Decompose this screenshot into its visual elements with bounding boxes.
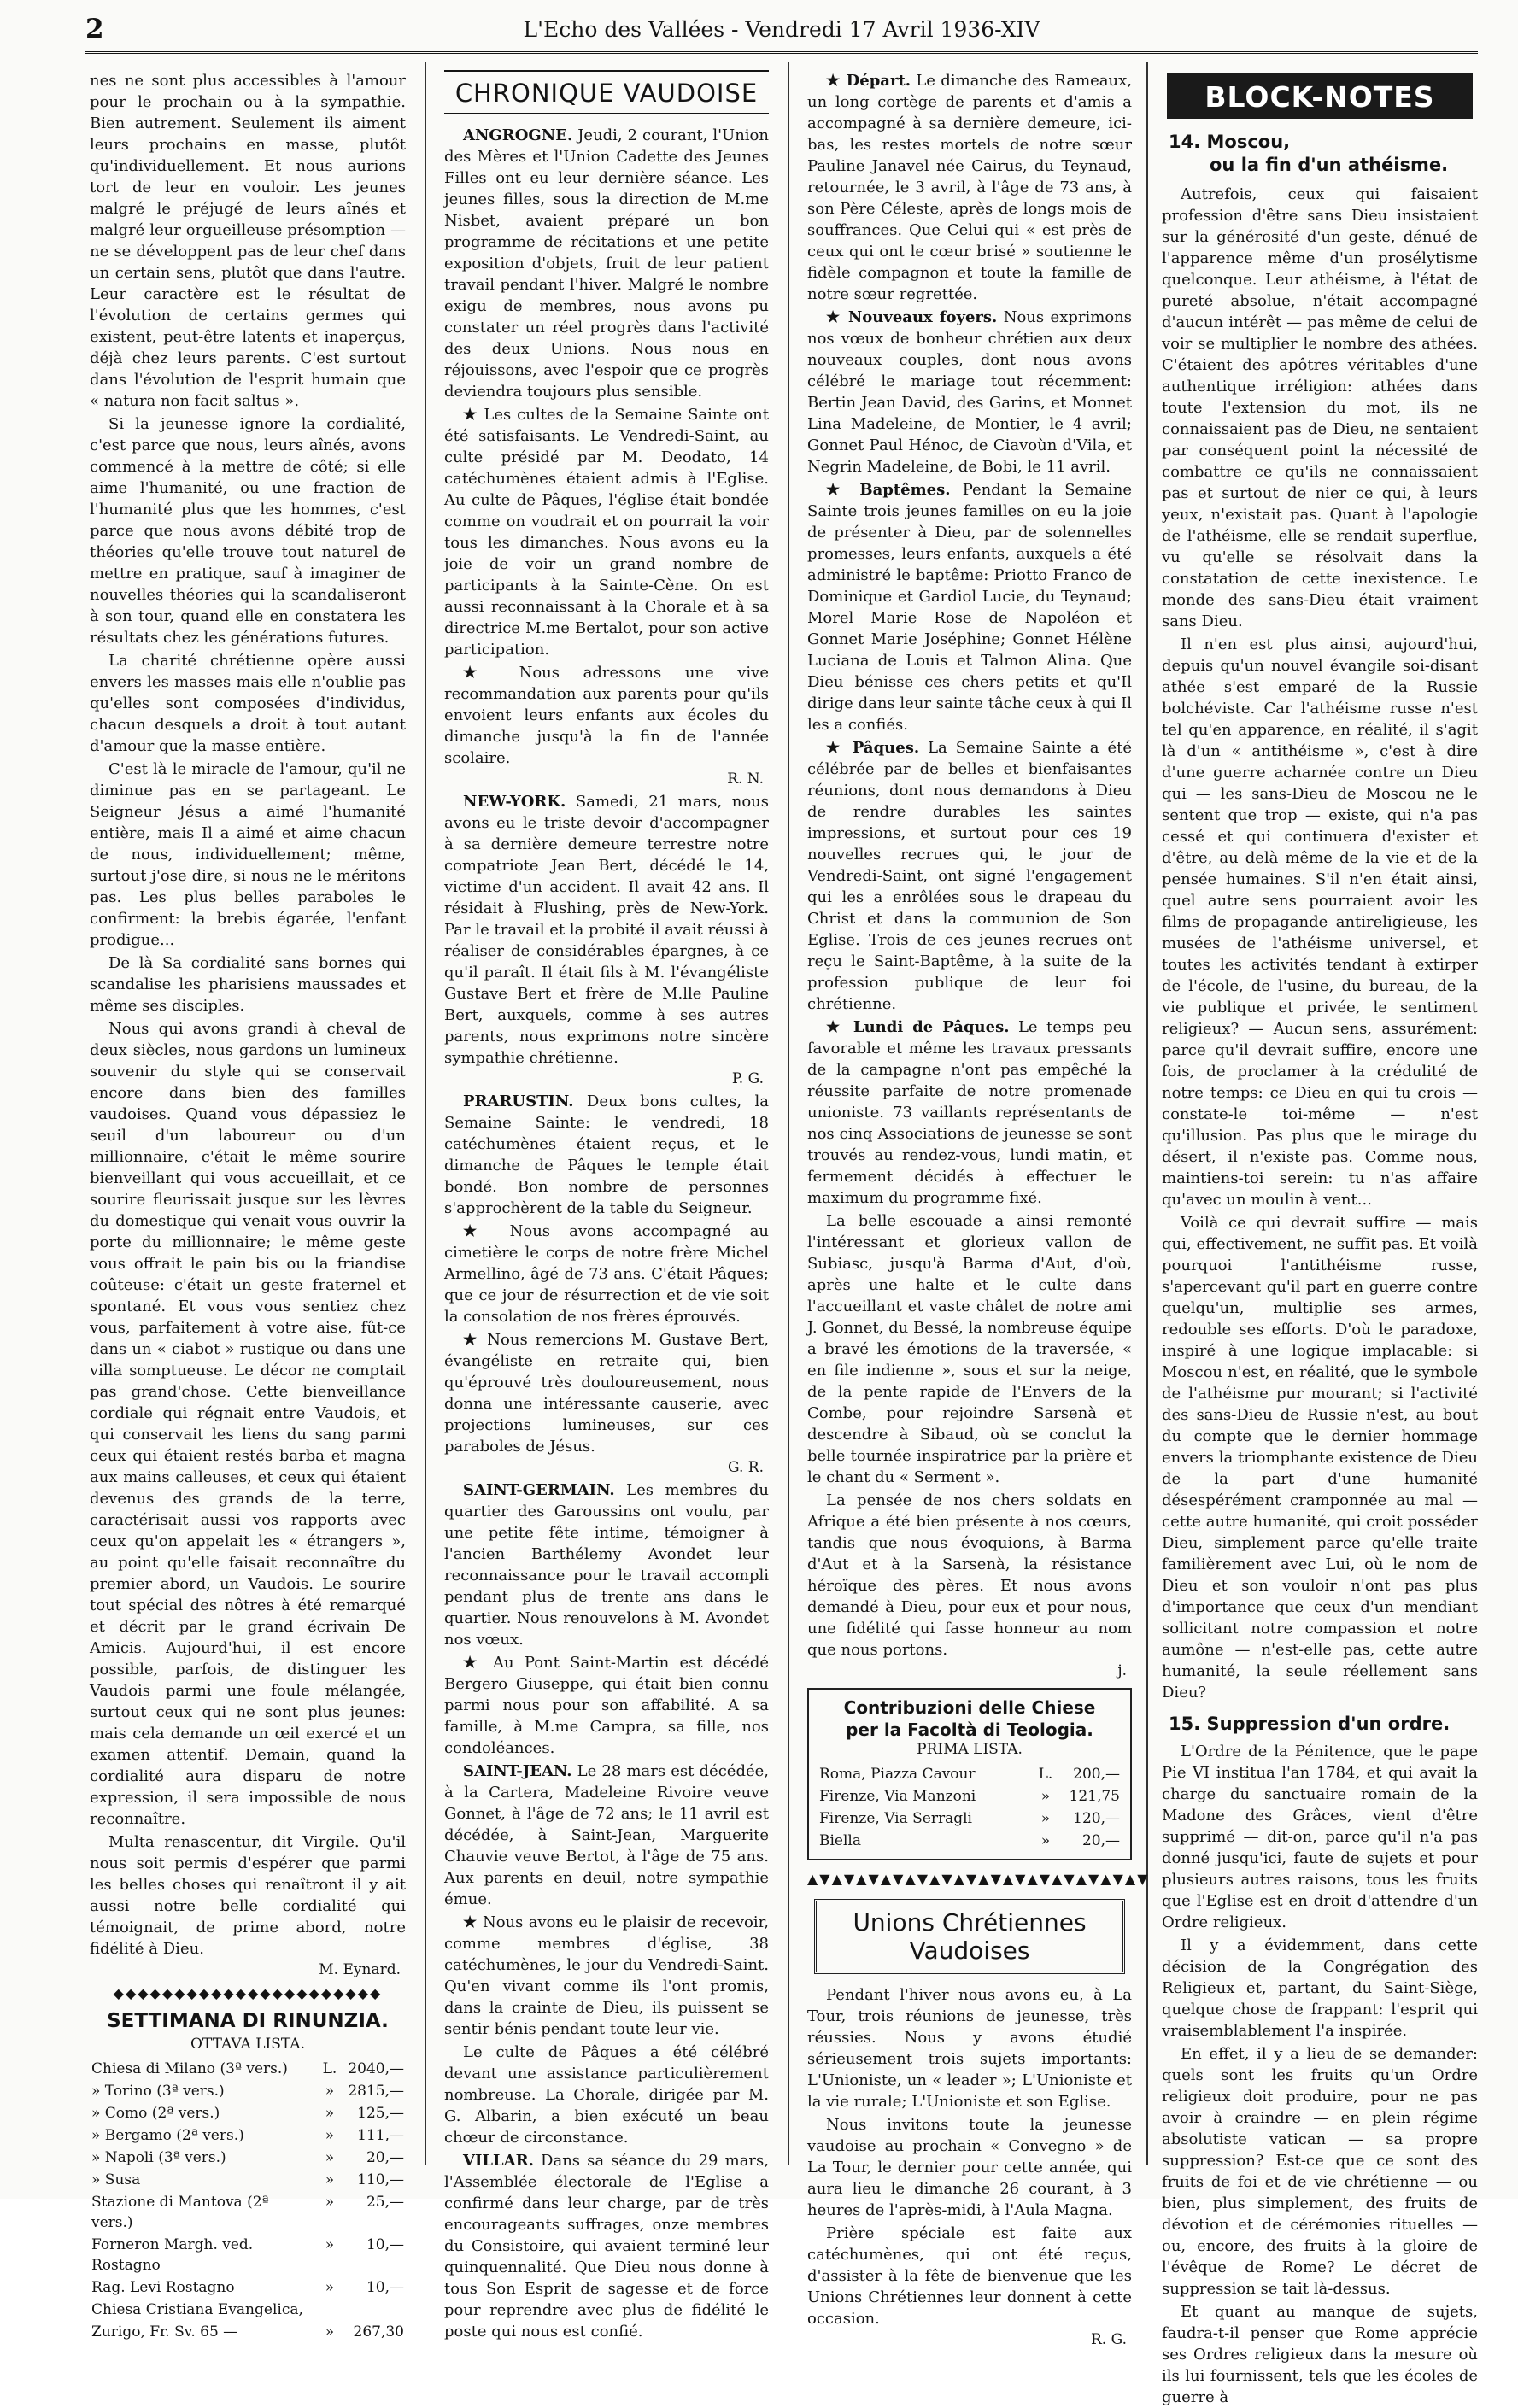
signature: j. [1117, 1662, 1127, 1679]
news-item [444, 1221, 769, 1327]
news-item [444, 1091, 769, 1219]
news-item [444, 1912, 769, 2040]
paragraph: Autrefois, ceux qui faisaient profession d'être sans Dieu insistaient sur la générosité d'un geste, dénué de l'apparence même d'un prosélytisme quelconque. Leur athéisme, à l'état de pureté absolue, n'était accompagné d'aucun intérêt — pas même de celui de voir se multiplier le nombre des athées. C'étaient des apôtres véritables d'une authentique irréligion: athées dans toute l'extension du mot, ils ne connaissaient pas de Dieu, ne sentaient par conséquent point la nécessité de combattre ce qu'ils ne connaissaient pas et surtout de nier ce qui, à leurs yeux, n'existait pas. Quant à l'apologie de l'athéisme, elle se rendait superflue, vu qu'elle se résolvait dans la constatation de cette inexistence. Le monde des sans-Dieu était vraiment sans Dieu. [1162, 185, 1478, 630]
cell-cur: » [325, 2105, 335, 2122]
table-row [818, 1830, 1122, 1852]
paragraph: En effet, il y a lieu de se demander: quels sont les fruits qu'un Ordre religieux doit produire, pour ne pas avoir à craindre — en plein régime absolutiste vatican — sa propre suppression? Est-ce que ce sont des fruits de foi et de vie chrétienne — ou bien, plus simplement, des fruits de dévotion et de cérémonies rituelles — ou, encore, des fruits à la gloire de l'évêque de Rome? Le décret de suppression se tait là-dessus. [1162, 2045, 1478, 2298]
column-2 [444, 70, 770, 2341]
news-item-lead: SAINT-GERMAIN. [463, 1481, 615, 1499]
news-item-text: Jeudi, 2 courant, l'Union des Mères et l'Union Cadette des Jeunes Filles ont eu leur dernière séance. Les jeunes filles, sous la direction de M.me Nisbet, avaient préparé un bon programme de récitations et une petite exposition d'objets, fruit de leur patient travail pendant l'hiver. Malgré le nombre exigu de membres, nous avons pu constater un réel progrès dans l'activité des deux Unions. Nous nous en réjouissons, avec l'espoir que ce progrès deviendra toujours plus sensible. [444, 126, 769, 401]
rinunzia-subtitle: OTTAVA LISTA. [190, 2036, 305, 2053]
contributions-subtitle: PRIMA LISTA. [917, 1741, 1023, 1758]
news-item [444, 125, 769, 402]
cell-amt [344, 2299, 406, 2321]
running-head [85, 12, 1478, 55]
paragraph: De là Sa cordialité sans bornes qui scandalise les pharisiens maussades et même ses disciples. [90, 954, 406, 1015]
paragraph: Multa renascentur, dit Virgile. Qu'il nous soit permis d'espérer que parmi les belles choses qui renaîtront il y ait aussi notre belle cordialité qui témoignait, de prime abord, notre fidélité à Dieu. [90, 1833, 406, 1958]
table-row [90, 2124, 406, 2147]
news-item-lead: ★ [463, 406, 478, 424]
paragraph: C'est là le miracle de l'amour, qu'il ne diminue pas en se partageant. Le Seigneur Jésus a aimé l'humanité entière, mais Il a aimé et aime chacun de nous, individuellement; même, surtout j'ose dire, si nous ne le méritons pas. Les plus belles paraboles le confirment: la brebis égarée, l'enfant prodigue... [90, 760, 406, 949]
cell-amt: 10,— [366, 2279, 404, 2296]
cell-cur: » [1040, 1832, 1051, 1849]
table-row [818, 1807, 1122, 1830]
cell-cur: » [325, 2236, 335, 2253]
table-row [90, 2102, 406, 2124]
cell-name: Biella [819, 1832, 861, 1849]
news-item-text: Nous avons accompagné au cimetière le corps de notre frère Michel Armellino, âgé de 73 ans. C'était Pâques; que ce jour de résurrection et de vie soit la consolation de nos frères éprouvés. [444, 1222, 770, 1326]
news-item-text: Nous adressons une vive recommandation aux parents pour qu'ils envoient leurs enfants aux écoles du dimanche jusqu'à la fin de l'année scolaire. [444, 664, 769, 767]
news-item-text: Deux bons cultes, la Semaine Sainte: le vendredi, 18 catéchumènes étaient reçus, et le dimanche de Pâques le temple était bondé. Bon nombre de personnes s'approchèrent de la table du Seigneur. [444, 1093, 769, 1217]
cell-amt: 120,— [1073, 1810, 1120, 1827]
paragraph: Nous qui avons grandi à cheval de deux siècles, nous gardons un lumineux souvenir du style qui se conservait encore dans bien des familles vaudoises. Quand vous dépassiez le seuil d'un laboureur ou d'un millionnaire, c'était le même sourire bienveillant qui vous accueillait, et ce sourire fleurissait jusque sur les lèvres du domestique qui venait vous ouvrir la porte du millionnaire; le même geste vous offrait le pain bis ou la friandise coûteuse: c'était un geste fraternel et spontané. Et vous vous sentiez chez vous, parfaitement à votre aise, fût-ce dans un « ciabot » rustique ou dans une villa somptueuse. Le décor ne comptait pas grand'chose. Cette bienveillance cordiale qui régnait entre Vaudois, et qui conservait les liens du sang parmi ceux qui étaient restés barba et magna aux mains calleuses, et ceux qui étaient devenus des grands de la terre, caractérisait aussi vos rapports avec ceux qu'on appelait les « étrangers », au point qu'elle faisait reconnaître du premier abord, un Vaudois. Le sourire tout spécial des nôtres à été remarqué et décrit par le grand écrivain De Amicis. Aujourd'hui, il est encore possible, parfois, de distinguer les Vaudois parmi une foule mélangée, surtout ceux qui ne sont plus jeunes: mais cela demande un œil exercé et un examen attentif. Demain, quand la cordialité aura disparu de notre expression, il sera impossible de nous reconnaître. [90, 1020, 406, 1828]
paragraph: Si la jeunesse ignore la cordialité, c'est parce que nous, leurs aînés, avons commencé à la mettre de côté; si elle aime l'humanité, ou une fraction de l'humanité plus que les hommes, c'est parce que nous avons débité trop de théories qu'elle trouve tout naturel de mettre en pratique, sauf à imaginer de nouvelles théories qui la scandaliseront à son tour, quand elle en constatera les résultats chez les générations futures. [90, 415, 406, 647]
cell-cur: » [325, 2194, 335, 2211]
news-item [444, 2150, 769, 2342]
news-item-text: Pendant la Semaine Sainte trois jeunes familles on eu la joie de présenter à Dieu, par de solennelles promesses, leurs enfants, auxquels a été administré le baptême: Priotto Franco de Dominique et Gardiol Lucie, du Teynaud; Morel Marie Rose de Napoléon et Gonnet Marie Joséphine; Gonnet Hélène Luciana de Louis et Talmon Alina. Que Dieu bénisse ces chers petits et qu'Il dirige dans leur sainte tâche ceux à qui Il les a confiés. [807, 481, 1133, 734]
cell-amt: 267,30 [353, 2323, 404, 2341]
news-item-lead: ★ [463, 1913, 478, 1931]
column-divider [425, 62, 426, 2165]
column-1 [90, 70, 406, 2341]
cell-name: Roma, Piazza Cavour [819, 1766, 976, 1783]
column-4 [1162, 70, 1478, 2406]
article-14-title [1169, 131, 1478, 177]
cell-name: Forneron Margh. ved. Rostagno [91, 2236, 254, 2274]
table-row [818, 1763, 1122, 1785]
cell-cur: » [325, 2083, 335, 2100]
block-notes-title: BLOCK-NOTES [1167, 73, 1473, 119]
unions-title: Unions Chrétiennes Vaudoises [814, 1899, 1125, 1974]
paragraph: nes ne sont plus accessibles à l'amour pour le prochain ou à la sympathie. Bien autrement. Seulement ils aiment leurs prochains en masse, plutôt qu'individuellement. Et nous aurions tort de leur en vouloir. Les jeunes malgré le préjugé de leurs aînés et malgré leur orgueilleuse présomption — ne se développent pas de leur chef dans un certain sens, plutôt que dans l'autre. Leur caractère est le résultat de l'évolution de certains germes qui existent, peut-être latents et inaperçus, déjà chez leurs parents. C'est surtout dans l'évolution de l'esprit humain que « natura non facit saltus ». [90, 72, 406, 410]
ornament-divider: ◆◆◆◆◆◆◆◆◆◆◆◆◆◆◆◆◆◆◆◆◆◆ [113, 1985, 383, 2001]
news-item-text: Le culte de Pâques a été célébré devant une assistance particulièrement nombreuse. La Chorale, dirigée par M. G. Albarin, a bien exécuté un beau chœur de circonstance. [444, 2043, 769, 2147]
rinunzia-table [90, 2058, 406, 2343]
ornament-divider: ▲▼▲▼▲▼▲▼▲▼▲▼▲▼▲▼▲▼▲▼▲▼▲▼▲▼▲▼ [807, 1871, 1150, 1887]
news-item [807, 307, 1132, 477]
cell-amt: 10,— [366, 2236, 404, 2253]
cell-name: Rag. Levi Rostagno [91, 2279, 235, 2296]
cell-name: Chiesa di Milano (3ª vers.) [91, 2060, 288, 2077]
news-item-lead: VILLAR. [463, 2152, 534, 2170]
paragraph: Il y a évidemment, dans cette décision de la Congrégation des Religieux et, partant, du Saint-Siège, quelque chose de frappant: l'esprit qui vraisemblablement l'a inspirée. [1162, 1936, 1478, 2040]
cell-amt: 200,— [1073, 1766, 1120, 1783]
news-item-lead: PRARUSTIN. [463, 1093, 574, 1110]
contributions-title-2: per la Facoltà di Teologia. [846, 1720, 1093, 1740]
column-divider [1146, 62, 1148, 2165]
paragraph: L'Ordre de la Pénitence, que le pape Pie VI institua l'an 1784, et qui avait la charge du sanctuaire romain de la Madone des Grâces, vient d'être supprimé — dit-on, parce qu'il n'a pas donné jusqu'ici, faute de sujets et pour plusieurs autres raisons, tous les fruits que l'Eglise est en droit d'attendre d'un Ordre religieux. [1162, 1743, 1478, 1931]
news-item [444, 1652, 769, 1759]
masthead: L'Echo des Vallées - Vendredi 17 Avril 1936-XIV [523, 17, 1040, 42]
news-item-lead: SAINT-JEAN. [463, 1762, 572, 1780]
cell-name: » Susa [91, 2171, 141, 2188]
news-item-text: La belle escouade a ainsi remonté l'intéressant et glorieux vallon de Subiasc, jusqu'à Barma d'Aut, d'où, après une halte et le culte dans l'accueillant et vaste châlet de notre ami J. Gonnet, du Bessé, la nombreuse équipe a bravé les émotions de la traversée, « en file indienne », sous et sur la neige, de la pente rapide de l'Envers de la Combe, pour rejoindre Sarsenà et descendre à Sibaud, où se conclut la belle tournée inspiratrice par la prière et le chant du « Serment ». [807, 1212, 1132, 1486]
paragraph: Nous invitons toute la jeunesse vaudoise au prochain « Convegno » de La Tour, le dernier pour cette année, qui aura lieu le dimanche 26 courant, à 3 heures de l'après-midi, à l'Aula Magna. [807, 2116, 1132, 2219]
news-item-text: Dans sa séance du 29 mars, l'Assemblée électorale de l'Eglise a confirmé dans leur charge, par de très encourageants suffrages, onze membres du Consistoire, qui avaient terminé leur quinquennalité. Que Dieu nous donne à tous Son Esprit de sagesse et de force pour reprendre avec plus de fidélité le poste qui nous est confié. [444, 2152, 769, 2341]
table-row [818, 1785, 1122, 1807]
cell-name: » Torino (3ª vers.) [91, 2083, 225, 2100]
news-item-lead: ANGROGNE. [463, 126, 573, 144]
news-item [444, 662, 769, 769]
table-row [90, 2276, 406, 2299]
news-item-text: Nous exprimons nos vœux de bonheur chrétien aux deux nouveaux couples, dont nous avons célébré le mariage tout récemment: Bertin Jean David, des Garins, et Monnet Lina Madeleine, de Montier, le 4 avril; Gonnet Paul Hénoc, de Ciavoùn d'Vila, et Negrin Madeleine, de Bobi, le 11 avril. [807, 308, 1132, 476]
cell-cur [315, 2299, 344, 2321]
cell-name: Firenze, Via Manzoni [819, 1788, 976, 1805]
signature: R. N. [727, 770, 764, 788]
column-3 [807, 70, 1150, 2348]
news-item-text: Le 28 mars est décédée, à la Cartera, Madeleine Rivoire veuve Gonnet, à l'âge de 72 ans; le 11 avril est décédée, à Saint-Jean, Marguerite Chauvie veuve Bertot, à l'âge de 75 ans. Aux parents en deuil, notre sympathie émue. [444, 1762, 769, 1908]
news-item-text: Les membres du quartier des Garoussins ont voulu, par une petite fête intime, témoigner à l'ancien Barthélemy Avondet leur reconnaissance pour le travail accompli pendant plus de trente ans dans le quartier. Nous renouvelons à M. Avondet nos vœux. [444, 1481, 769, 1649]
cell-cur: » [325, 2149, 335, 2166]
paragraph: Prière spéciale est faite aux catéchumènes, qui ont été reçus, d'assister à la fête de bienvenue que les Unions Chrétiennes leur donnent à cette occasion. [807, 2224, 1132, 2328]
news-item [444, 2042, 769, 2148]
column-divider [788, 62, 789, 2165]
news-item [444, 1761, 769, 1910]
news-item-lead: ★ Départ. [826, 72, 911, 90]
table-row [90, 2321, 406, 2343]
cell-name: » Como (2ª vers.) [91, 2105, 220, 2122]
news-item-text: Le temps peu favorable et même les travaux pressants de la campagne n'ont pas empêché la réussite parfaite de notre promenade unioniste. 73 vaillants représentants de nos cinq Associations de jeunesse se sont trouvés au rendez-vous, lundi matin, et fermement décidés à effectuer le maximum du programme fixé. [807, 1018, 1132, 1207]
cell-cur: » [325, 2171, 335, 2188]
news-item [444, 791, 769, 1069]
table-row [90, 2147, 406, 2169]
news-item-lead: ★ Baptêmes. [826, 481, 951, 499]
news-item [807, 1210, 1132, 1488]
table-row [90, 2299, 406, 2321]
news-item-lead: NEW-YORK. [463, 793, 566, 811]
contributions-table [818, 1763, 1122, 1852]
news-item [807, 1017, 1132, 1209]
chronique-title: CHRONIQUE VAUDOISE [444, 70, 769, 114]
paragraph: Et quant au manque de sujets, faudra-t-il penser que Rome apprécie ses Ordres religieux dans la mesure où ils lui fournissent, tels que les écoles de guerre à [1162, 2303, 1478, 2406]
cell-name: » Napoli (3ª vers.) [91, 2149, 226, 2166]
signature: P. G. [731, 1070, 764, 1087]
cell-amt: 111,— [357, 2127, 404, 2144]
article-14-title-line2: ou la fin d'un athéisme. [1210, 155, 1449, 175]
chronique-body [444, 125, 769, 2342]
cell-cur: » [325, 2279, 335, 2296]
news-item-text: La Semaine Sainte a été célébrée par de belles et bienfaisantes réunions, dont nous demandons à Dieu de rendre durables les saintes impressions, et surtout pour ces 19 nouvelles recrues qui, le jour de Vendredi-Saint, ont signé l'engagement qui les a enrôlées sous le drapeau du Christ et dans la communion de Son Eglise. Trois de ces jeunes recrues ont reçu le Saint-Baptême, à la suite de la profession publique de leur foi chrétienne. [807, 739, 1132, 1013]
cell-name: Zurigo, Fr. Sv. 65 — [91, 2323, 238, 2341]
cell-amt: 2040,— [348, 2060, 404, 2077]
paragraph: Pendant l'hiver nous avons eu, à La Tour, trois réunions de jeunesse, très réussies. Nous y avons étudié sérieusement trois sujets importants: L'Unioniste, un « leader »; L'Unioniste et la vie rurale; L'Unioniste et son Eglise. [807, 1986, 1132, 2111]
chronique-continued [807, 70, 1132, 1661]
article-15-title: 15. Suppression d'un ordre. [1169, 1714, 1451, 1734]
news-item-lead: ★ Lundi de Pâques. [826, 1018, 1010, 1036]
news-item-lead: ★ Nouveaux foyers. [826, 308, 998, 326]
cell-amt: 110,— [357, 2171, 404, 2188]
cell-amt: 20,— [1081, 1832, 1120, 1849]
news-item [444, 404, 769, 660]
cell-amt: 25,— [366, 2194, 404, 2211]
paragraph: Voilà ce qui devrait suffire — mais qui, effectivement, ne suffit pas. Et voilà pourquoi l'antithéisme russe, s'apercevant qu'il part en guerre contre quelqu'un, multiplie ses armes, redouble ses efforts. D'où le paradoxe, inspiré à une logique implacable: si Moscou n'est, en réalité, que le symbole de l'athéisme pur mourant; si l'activité des sans-Dieu de Russie n'est, au bout du compte que le dernier hommage envers la triomphante existence de Dieu de la part d'une humanité désespérément cramponnée au mal — cette autre humanité, qui croit posséder Dieu, simplement parce qu'elle traite familièrement avec Lui, où le nom de Dieu et son vouloir n'ont pas plus d'importance que ceux d'un mendiant sollicitant notre compassion et notre aumône — n'est-elle pas, cette autre humanité, la seule réellement sans Dieu? [1162, 1214, 1478, 1702]
cell-cur: L. [322, 2060, 337, 2077]
signature: G. R. [728, 1459, 764, 1476]
cell-cur: » [1040, 1788, 1051, 1805]
news-item-text: Les cultes de la Semaine Sainte ont été satisfaisants. Le Vendredi-Saint, au culte présidé par M. Deodato, 14 catéchumènes étaient admis à l'Eglise. Au culte de Pâques, l'église était bondée comme on voudrait et on pourrait la voir tous les dimanches. Nous avons eu la joie de voir un grand nombre de participants à la Sainte-Cène. On est aussi reconnaissant à la Chorale et à sa directrice M.me Bertalot, pour son active participation. [444, 406, 769, 659]
paragraph: Il n'en est plus ainsi, aujourd'hui, depuis qu'un nouvel évangile soi-disant athée s'est emparé de la Russie bolchéviste. Car l'athéisme russe n'est tel qu'en apparence, en réalité, il s'agit là d'un « antithéisme », c'est à dire d'une guerre acharnée contre un Dieu qui — les sans-Dieu de Moscou ne le sentent que trop — existe, qui n'a pas cessé et qui continuera d'exister et d'être, au delà même de la vie et de la pensée humaines. S'il n'en était ainsi, quel autre sens pourraient avoir les films de propagande antireligieuse, les musées de l'athéisme universel, et toutes les activités tendant à extirper de l'école, de l'usine, du bureau, de la vie publique et privée, le sentiment religieux? — Aucun sens, assurément: parce qu'il devrait suffire, encore une fois, de proclamer à la crédulité de notre temps: ce Dieu en qui tu crois — constate-le toi-même — n'est qu'illusion. Pas plus que le mirage du désert, il n'existe pas. Comme nous, maintiens-toi serein: tu n'as affaire qu'avec un moulin à vent... [1162, 636, 1478, 1209]
cell-amt: 2815,— [348, 2083, 404, 2100]
cell-name: Chiesa Cristiana Evangelica, [91, 2301, 303, 2318]
article-14-title-line1: 14. Moscou, [1169, 132, 1291, 152]
news-item [807, 70, 1132, 305]
news-item [807, 737, 1132, 1015]
contributions-box [807, 1688, 1132, 1860]
cell-name: Firenze, Via Serragli [819, 1810, 972, 1827]
cell-cur: » [325, 2323, 335, 2341]
news-item-lead: ★ [463, 664, 495, 682]
header-rule [85, 51, 1478, 54]
cell-cur: L. [1038, 1766, 1053, 1783]
news-item [444, 1329, 769, 1457]
cell-amt: 121,75 [1069, 1788, 1120, 1805]
news-item-lead: ★ [463, 1331, 480, 1349]
contributions-title: Contribuzioni delle Chiese [843, 1697, 1096, 1718]
cell-amt: 20,— [366, 2149, 404, 2166]
cell-cur: » [325, 2127, 335, 2144]
news-item-lead: ★ Pâques. [826, 739, 920, 757]
page-number: 2 [85, 14, 104, 44]
table-row [90, 2234, 406, 2276]
news-item-text: Au Pont Saint-Martin est décédé Bergero Giuseppe, qui était bien connu parmi nous pour son affabilité. A sa famille, à M.me Campra, sa fille, nos condoléances. [444, 1654, 770, 1757]
table-row [90, 2080, 406, 2102]
news-item-lead: ★ [463, 1222, 491, 1240]
table-row [90, 2191, 406, 2234]
news-item-text: La pensée de nos chers soldats en Afrique a été bien présente à nos cœurs, tandis que nous évoquions, à Barma d'Aut et à la Sarsenà, la résistance héroïque des pères. Et nous avons demandé à Dieu, pour eux et pour nous, une fidélité qui fasse honneur au nom que nous portons. [807, 1491, 1132, 1659]
signature: M. Eynard. [319, 1961, 401, 1978]
rinunzia-title: SETTIMANA DI RINUNZIA. [107, 2010, 389, 2032]
signature: R. G. [1091, 2331, 1127, 2348]
table-row [90, 2169, 406, 2191]
table-row [90, 2058, 406, 2080]
news-item-text: Nous remercions M. Gustave Bert, évangéliste en retraite qui, bien qu'éprouvé très douloureusement, nous donna une intéressante causerie, avec projections lumineuses, sur ces paraboles de Jésus. [444, 1331, 770, 1456]
paragraph: La charité chrétienne opère aussi envers les masses mais elle n'oublie pas qu'elles sont composées d'individus, chacun desquels a droit à tout autant d'amour que la masse entière. [90, 652, 406, 755]
news-item-text: Le dimanche des Rameaux, un long cortège de parents et d'amis a accompagné à sa dernière demeure, ici-bas, les restes mortels de notre sœur Pauline Janavel née Cairus, du Teynaud, retournée, le 3 avril, à l'âge de 73 ans, à son Père Céleste, après de longs mois de souffrances. Que Celui qui « est près de ceux qui ont le cœur brisé » soutienne le fidèle compagnon et toute la famille de notre sœur regrettée. [807, 72, 1132, 303]
cell-name: » Bergamo (2ª vers.) [91, 2127, 244, 2144]
news-item [807, 1490, 1132, 1661]
cell-name: Stazione di Mantova (2ª vers.) [91, 2194, 269, 2231]
cell-cur: » [1040, 1810, 1051, 1827]
news-item [807, 479, 1132, 735]
cell-amt: 125,— [357, 2105, 404, 2122]
news-item-text: Samedi, 21 mars, nous avons eu le triste devoir d'accompagner à sa dernière demeure terrestre notre compatriote Jean Bert, décédé le 14, victime d'un accident. Il avait 42 ans. Il résidait à Flushing, près de New-York. Par le travail et la probité il avait réussi à réaliser de considérables épargnes, à ce qu'il paraît. Il était fils à M. l'évangéliste Gustave Bert et frère de M.lle Pauline Bert, auxquels, comme à ses autres parents, nous exprimons notre sincère sympathie chrétienne. [444, 793, 769, 1067]
news-item-lead: ★ [463, 1654, 483, 1672]
news-item [444, 1479, 769, 1650]
news-item-text: Nous avons eu le plaisir de recevoir, comme membres d'église, 38 catéchumènes, le jour du Vendredi-Saint. Qu'en vivant comme ils l'ont promis, dans la crainte de Dieu, ils puissent se sentir bénis pendant toute leur vie. [444, 1913, 769, 2038]
